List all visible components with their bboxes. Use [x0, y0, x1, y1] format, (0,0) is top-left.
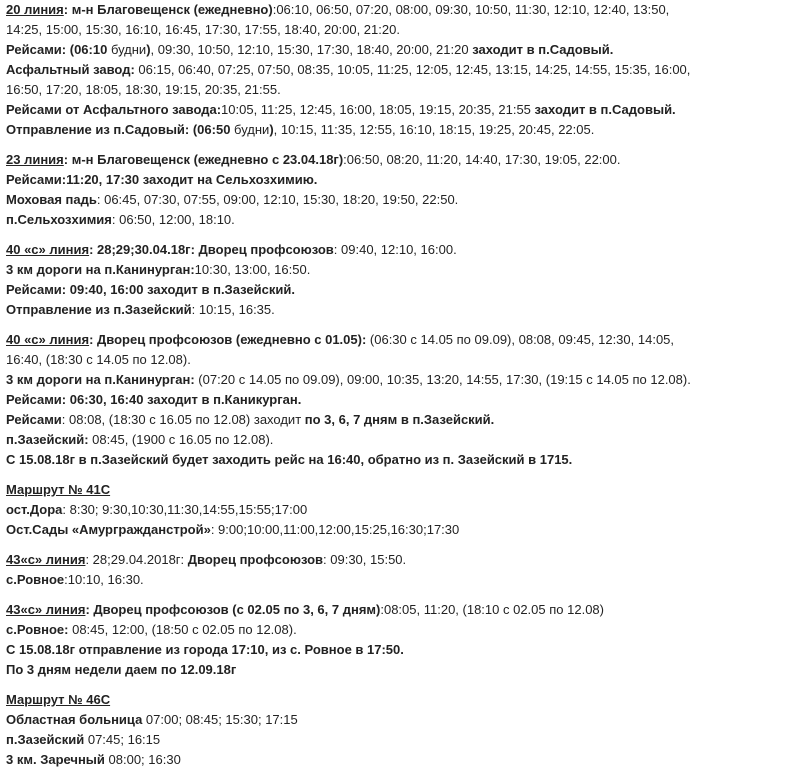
schedule-line: [6, 710, 782, 730]
route-title-link[interactable]: 23 линия: [6, 152, 64, 167]
schedule-block-line-43s-b: [6, 600, 782, 680]
bold-label: Моховая падь: [6, 192, 97, 207]
route-title-link[interactable]: 40 «с» линия: [6, 332, 90, 347]
schedule-line: [6, 300, 782, 320]
bold-label: Дворец профсоюзов: [187, 552, 324, 567]
schedule-block-line-20: [6, 0, 782, 140]
schedule-line: [6, 410, 782, 430]
schedule-block-line-23: [6, 150, 782, 230]
bold-label: Дворец профсоюзов: [198, 242, 334, 257]
time-text: :10:10, 16:30.: [64, 572, 144, 587]
schedule-line: [6, 210, 782, 230]
schedule-line: [6, 190, 782, 210]
time-text: 16:40, (18:30 с 14.05 по 12.08).: [6, 352, 191, 367]
schedule-block-line-40s-a: [6, 240, 782, 320]
bold-label: ): [146, 42, 151, 57]
schedule-line: [6, 450, 782, 470]
time-text: : 08:08, (18:30 с 16.05 по 12.08) заходит: [61, 412, 305, 427]
schedule-line: [6, 20, 782, 40]
schedule-line: [6, 40, 782, 60]
schedule-line: [6, 0, 782, 20]
time-text: : 06:50, 12:00, 18:10.: [111, 212, 235, 227]
time-text: (07:20 с 14.05 по 09.09), 09:00, 10:35, 13:20, 14:55, 17:30, (19:15 с 14.05 по 12.08).: [194, 372, 691, 387]
schedule-line: [6, 170, 782, 190]
bold-label: ): [269, 122, 274, 137]
time-text: : 28;29.04.2018г:: [85, 552, 188, 567]
schedule-line: [6, 240, 782, 260]
time-text: 08:45, 12:00, (18:50 с 02.05 по 12.08).: [68, 622, 297, 637]
bold-label: С 15.08.18г в п.Зазейский будет заходить рейс на 16:40, обратно из п. Зазейский в 1715.: [6, 452, 573, 467]
bold-label: Ост.Сады «Амургражданстрой»: [6, 522, 211, 537]
schedule-line: [6, 640, 782, 660]
time-text: 08:00; 16:30: [104, 752, 181, 767]
schedule-block-line-40s-b: [6, 330, 782, 470]
time-text: :06:10, 06:50, 07:20, 08:00, 09:30, 10:50, 11:30, 12:10, 12:40, 13:50,: [272, 2, 670, 17]
schedule-line: [6, 370, 782, 390]
time-text: :06:50, 08:20, 11:20, 14:40, 17:30, 19:05, 22:00.: [343, 152, 621, 167]
bold-label: Рейсами: 06:30, 16:40 заходит в п.Каникурган.: [6, 392, 302, 407]
schedule-line: [6, 690, 782, 710]
schedule-line: [6, 330, 782, 350]
bold-label: С 15.08.18г отправление из города 17:10, из с. Ровное в 17:50.: [6, 642, 404, 657]
bold-label: 3 км дороги на п.Канинурган:: [6, 262, 195, 277]
bold-label: : 28;29;30.04.18г:: [89, 242, 199, 257]
bold-label: Рейсами от Асфальтного завода:: [6, 102, 222, 117]
bold-label: Асфальтный завод:: [6, 62, 139, 77]
bold-label: Благовещенск (ежедневно): [97, 2, 273, 17]
route-title-link[interactable]: 43«с» линия: [6, 602, 86, 617]
schedule-line: [6, 480, 782, 500]
schedule-block-route-41s: [6, 480, 782, 540]
schedule-line: [6, 570, 782, 590]
schedule-line: [6, 620, 782, 640]
schedule-line: [6, 350, 782, 370]
schedule-line: [6, 600, 782, 620]
schedule-line: [6, 260, 782, 280]
time-text: будни: [234, 122, 270, 137]
bold-label: Рейсами: [6, 412, 62, 427]
time-text: (06:30 с 14.05 по 09.09), 08:08, 09:45, 12:30, 14:05,: [366, 332, 675, 347]
bold-label: : м-н Благовещенск (ежедневно с 23.04.18г): [63, 152, 344, 167]
route-title-link[interactable]: Маршрут № 41С: [6, 482, 111, 497]
time-text: : 9:00;10:00,11:00,12:00,15:25,16:30;17:30: [210, 522, 460, 537]
schedule-line: [6, 730, 782, 750]
bold-label: По 3 дням недели даем по 12.09.18г: [6, 662, 237, 677]
route-title-link[interactable]: 20 линия: [6, 2, 64, 17]
bold-label: Рейсами: 09:40, 16:00 заходит в п.Зазейский.: [6, 282, 295, 297]
schedule-line: [6, 750, 782, 770]
bold-label: Рейсами:11:20, 17:30 заходит на Сельхозхимию.: [6, 172, 318, 187]
bold-label: 3 км. Заречный: [6, 752, 105, 767]
time-text: , 10:15, 11:35, 12:55, 16:10, 18:15, 19:25, 20:45, 22:05.: [273, 122, 595, 137]
schedule-line: [6, 660, 782, 680]
time-text: 07:45; 16:15: [84, 732, 161, 747]
schedule-line: [6, 500, 782, 520]
time-text: 16:50, 17:20, 18:05, 18:30, 19:15, 20:35, 21:55.: [6, 82, 281, 97]
bold-label: : м-н: [63, 2, 98, 17]
bold-label: Рейсами: (06:10: [6, 42, 111, 57]
bold-label: 3 км дороги на п.Канинурган:: [6, 372, 195, 387]
time-text: 06:15, 06:40, 07:25, 07:50, 08:35, 10:05, 11:25, 12:05, 12:45, 13:15, 14:25, 14:55, 15:35, 16:00,: [138, 62, 691, 77]
bold-label: п.Зазейский:: [6, 432, 89, 447]
bold-label: по 3, 6, 7 дням в п.Зазейский.: [304, 412, 495, 427]
time-text: : 06:45, 07:30, 07:55, 09:00, 12:10, 15:30, 18:20, 19:50, 22:50.: [96, 192, 459, 207]
bold-label: Отправление из п.Зазейский: [6, 302, 192, 317]
time-text: : 09:40, 12:10, 16:00.: [333, 242, 457, 257]
time-text: :08:05, 11:20, (18:10 с 02.05 по 12.08): [380, 602, 604, 617]
bold-label: ост.Дора: [6, 502, 63, 517]
schedule-block-route-46s: [6, 690, 782, 770]
bold-label: Отправление из п.Садовый: (06:50: [6, 122, 235, 137]
route-title-link[interactable]: Маршрут № 46С: [6, 692, 111, 707]
bold-label: с.Ровное: [6, 572, 65, 587]
schedule-line: [6, 80, 782, 100]
bold-label: Областная больница: [6, 712, 143, 727]
route-title-link[interactable]: 40 «с» линия: [6, 242, 90, 257]
bold-label: с.Ровное:: [6, 622, 69, 637]
schedule-line: [6, 390, 782, 410]
schedule-line: [6, 520, 782, 540]
route-title-link[interactable]: 43«с» линия: [6, 552, 86, 567]
time-text: 10:30, 13:00, 16:50.: [194, 262, 311, 277]
time-text: 08:45, (1900 с 16.05 по 12.08).: [88, 432, 274, 447]
schedule-line: [6, 430, 782, 450]
bold-label: п.Сельхозхимия: [6, 212, 112, 227]
time-text: , 09:30, 10:50, 12:10, 15:30, 17:30, 18:40, 20:00, 21:20: [150, 42, 473, 57]
time-text: 14:25, 15:00, 15:30, 16:10, 16:45, 17:30, 17:55, 18:40, 20:00, 21:20.: [6, 22, 400, 37]
bold-label: заходит в п.Садовый.: [472, 42, 614, 57]
bold-label: : Дворец профсоюзов (с 02.05 по 3, 6, 7 дням): [85, 602, 381, 617]
time-text: : 10:15, 16:35.: [191, 302, 275, 317]
time-text: : 09:30, 15:50.: [323, 552, 407, 567]
schedule-line: [6, 280, 782, 300]
bold-label: : Дворец профсоюзов (ежедневно с 01.05):: [89, 332, 367, 347]
schedule-line: [6, 60, 782, 80]
schedule-line: [6, 550, 782, 570]
schedule-line: [6, 150, 782, 170]
schedule-line: [6, 100, 782, 120]
bold-label: заходит в п.Садовый.: [534, 102, 676, 117]
schedule-block-line-43s-a: [6, 550, 782, 590]
time-text: будни: [110, 42, 147, 57]
time-text: 07:00; 08:45; 15:30; 17:15: [142, 712, 298, 727]
time-text: 10:05, 11:25, 12:45, 16:00, 18:05, 19:15, 20:35, 21:55: [221, 102, 535, 117]
time-text: : 8:30; 9:30,10:30,11:30,14:55,15:55;17:00: [62, 502, 308, 517]
bold-label: п.Зазейский: [6, 732, 85, 747]
schedule-line: [6, 120, 782, 140]
